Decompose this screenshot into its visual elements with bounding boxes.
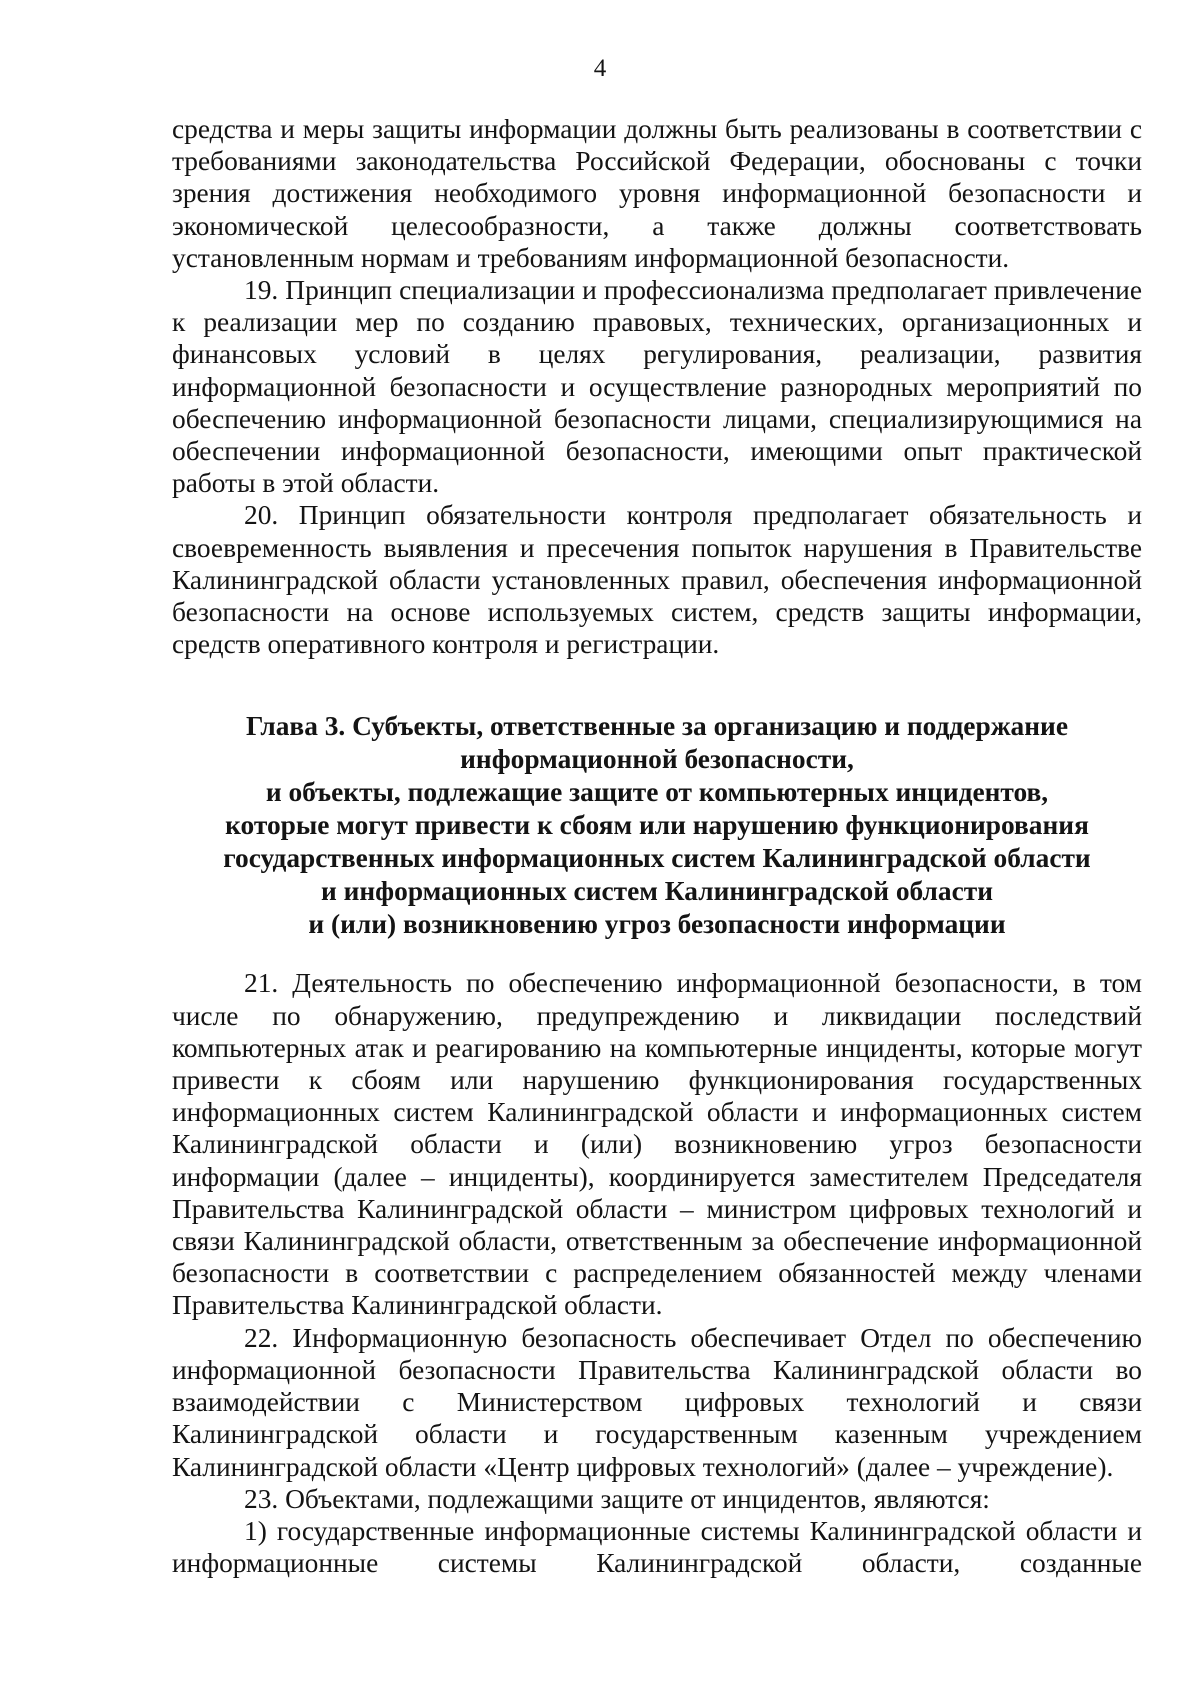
paragraph-20: 20. Принцип обязательности контроля предполагает обязательность и своевременность выявления и пресечения попыток нарушения в Правительстве Калининградской области установленных правил, обеспечения информационной безопасности на основе используемых систем, средств защиты информации, средств оперативного контроля и регистрации. (172, 500, 1142, 660)
document-body (172, 113, 1142, 1579)
paragraph-continuation: средства и меры защиты информации должны быть реализованы в соответствии с требованиями законодательства Российской Федерации, обоснованы с точки зрения достижения необходимого уровня информационной безопасности и экономической целесообразности, а также должны соответствовать установленным нормам и требованиям информационной безопасности. (172, 114, 1142, 273)
heading-line: государственных информационных систем Калининградской области (223, 843, 1091, 874)
heading-line: и объекты, подлежащие защите от компьютерных инцидентов, (265, 777, 1049, 808)
heading-line: которые могут привести к сбоям или нарушению функционирования (225, 810, 1089, 841)
chapter-3-heading (172, 710, 1142, 941)
heading-line: информационной безопасности, (460, 744, 854, 775)
heading-line: и информационных систем Калининградской области (320, 876, 993, 907)
paragraph-23: 23. Объектами, подлежащими защите от инцидентов, являются: (244, 1483, 990, 1514)
paragraph-22: 22. Информационную безопасность обеспечивает Отдел по обеспечению информационной безопасности Правительства Калининградской области во взаимодействии с Министерством цифровых технологий и связи Калининградской области и государственным казенным учреждением Калининградской области «Центр цифровых технологий» (далее – учреждение). (172, 1322, 1142, 1482)
paragraph-23-item-1: 1) государственные информационные системы Калининградской области и информационные системы Калининградской области, созданные (172, 1515, 1142, 1579)
page-number: 4 (593, 55, 607, 82)
heading-line: Глава 3. Субъекты, ответственные за организацию и поддержание (246, 711, 1068, 742)
paragraph-21: 21. Деятельность по обеспечению информационной безопасности, в том числе по обнаружению, предупреждению и ликвидации последствий компьютерных атак и реагированию на компьютерные инциденты, которые могут привести к сбоям или нарушению функционирования государственных информационных систем Калининградской области и информационных систем Калининградской области и (или) возникновению угроз безопасности информации (далее – инциденты), координируется заместителем Председателя Правительства Калининградской области – министром цифровых технологий и связи Калининградской области, ответственным за обеспечение информационной безопасности в соответствии с распределением обязанностей между членами Правительства Калининградской области. (172, 968, 1142, 1321)
paragraph-19: 19. Принцип специализации и профессионализма предполагает привлечение к реализации мер по созданию правовых, технических, организационных и финансовых условий в целях регулирования, реализации, развития информационной безопасности и осуществление разнородных мероприятий по обеспечению информационной безопасности лицами, специализирующимися на обеспечении информационной безопасности, имеющими опыт практической работы в этой области. (172, 275, 1142, 499)
heading-line: и (или) возникновению угроз безопасности информации (308, 909, 1006, 940)
